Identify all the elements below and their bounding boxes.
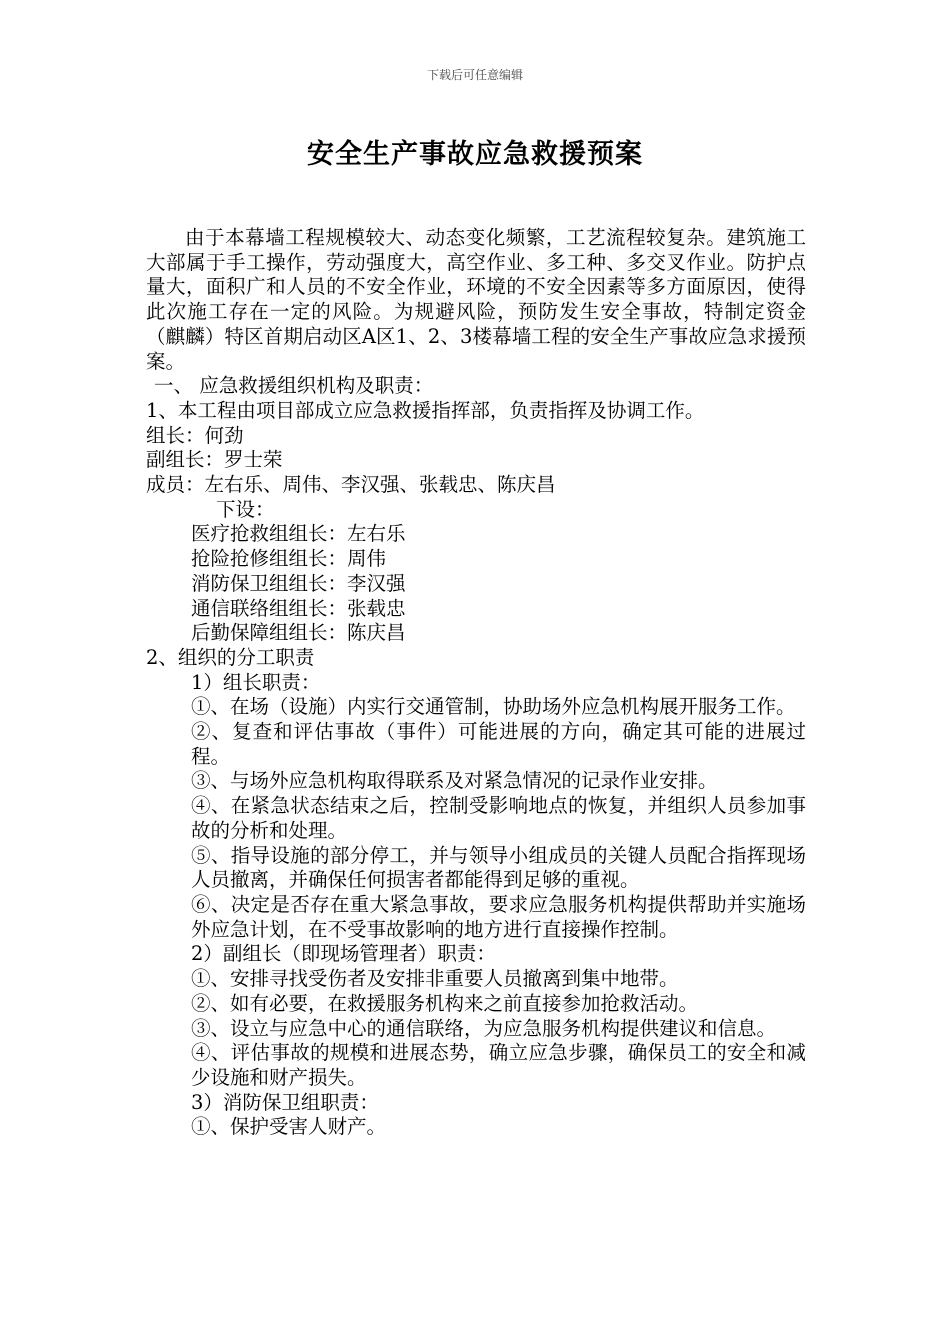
item-command-center: 1、本工程由项目部成立应急救援指挥部，负责指挥及协调工作。 <box>146 398 705 422</box>
group-leader-fire: 消防保卫组组长：李汉强 <box>191 571 406 595</box>
intro-paragraph: 由于本幕墙工程规模较大、动态变化频繁，工艺流程较复杂。建筑施工大部属于手工操作，劳动强度大，高空作业、多工种、多交叉作业。防护点量大，面积广和人员的不安全作业，环境的不安全因素等多方面原因，使得此次施工存在一定的风险。为规避风险，预防发生安全事故，特制定资金（麒麟）特区首期启动区A区1、2、3楼幕墙工程的安全生产事故应急求援预案。 <box>146 226 806 373</box>
sub-groups-label: 下设： <box>216 497 275 521</box>
duty-item: ⑤、指导设施的部分停工，并与领导小组成员的关键人员配合指挥现场人员撤离，并确保任何损害者都能得到足够的重视。 <box>191 843 806 892</box>
group-leader-medical: 医疗抢救组组长：左右乐 <box>191 522 406 546</box>
duty-item: ①、安排寻找受伤者及安排非重要人员撤离到集中地带。 <box>191 967 679 991</box>
item-division-duties: 2、组织的分工职责 <box>146 645 315 669</box>
duty-item: ①、在场（设施）内实行交通管制，协助场外应急机构展开服务工作。 <box>191 695 796 719</box>
duty-item: ①、保护受害人财产。 <box>191 1115 387 1139</box>
fire-duties-heading: 3）消防保卫组职责： <box>191 1090 379 1114</box>
deputy-duties-heading: 2）副组长（即现场管理者）职责： <box>191 942 496 966</box>
group-leader-comms: 通信联络组组长：张载忠 <box>191 596 406 620</box>
section-heading: 一、 应急救援组织机构及职责： <box>154 374 434 398</box>
leader-duties-heading: 1）组长职责： <box>191 670 321 694</box>
group-leader-logistics: 后勤保障组组长：陈庆昌 <box>191 621 406 645</box>
duty-item: ④、在紧急状态结束之后，控制受影响地点的恢复，并组织人员参加事故的分析和处理。 <box>191 794 806 842</box>
group-leader-repair: 抢险抢修组组长：周伟 <box>191 547 387 571</box>
deputy-line: 副组长：罗士荣 <box>146 448 283 472</box>
duty-item: ③、设立与应急中心的通信联络，为应急服务机构提供建议和信息。 <box>191 1016 777 1040</box>
duty-item: ③、与场外应急机构取得联系及对紧急情况的记录作业安排。 <box>191 769 718 793</box>
duty-item: ⑥、决定是否存在重大紧急事故，要求应急服务机构提供帮助并实施场外应急计划，在不受事故影响的地方进行直接操作控制。 <box>191 892 806 941</box>
document-body <box>146 226 806 1140</box>
duty-item: ②、复查和评估事故（事件）可能进展的方向，确定其可能的进展过程。 <box>191 720 806 768</box>
leader-line: 组长：何劲 <box>146 423 244 447</box>
duty-item: ②、如有必要，在救援服务机构来之前直接参加抢救活动。 <box>191 991 699 1015</box>
document-title: 安全生产事故应急救援预案 <box>307 139 643 170</box>
duty-item: ④、评估事故的规模和进展态势，确立应急步骤，确保员工的安全和减少设施和财产损失。 <box>191 1041 806 1089</box>
header-note: 下载后可任意编辑 <box>426 68 523 82</box>
members-line: 成员：左右乐、周伟、李汉强、张载忠、陈庆昌 <box>146 473 556 497</box>
